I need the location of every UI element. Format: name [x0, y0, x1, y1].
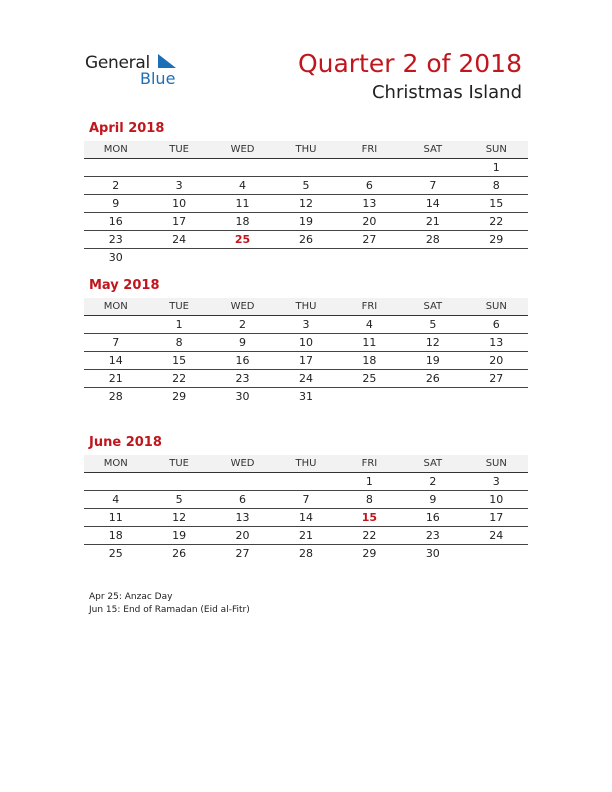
day-cell: 22: [147, 370, 210, 388]
day-cell: 13: [465, 334, 528, 352]
calendar-table: [84, 455, 528, 562]
day-cell: 22: [465, 213, 528, 231]
week-row: [84, 527, 528, 545]
weekday-header: THU: [274, 298, 337, 316]
weekday-header: TUE: [147, 455, 210, 473]
weekday-header: WED: [211, 141, 274, 159]
day-cell: 18: [211, 213, 274, 231]
weekday-header: MON: [84, 298, 147, 316]
day-cell: 23: [401, 527, 464, 545]
day-cell: 8: [147, 334, 210, 352]
day-cell: 15: [465, 195, 528, 213]
week-row: [84, 509, 528, 527]
week-row: [84, 491, 528, 509]
day-cell: 5: [147, 491, 210, 509]
day-cell: 4: [211, 177, 274, 195]
day-cell: 6: [465, 316, 528, 334]
weekday-header: SUN: [465, 455, 528, 473]
day-cell: [401, 249, 464, 267]
day-cell: 1: [147, 316, 210, 334]
week-row: [84, 388, 528, 406]
holiday-note: Jun 15: End of Ramadan (Eid al-Fitr): [89, 605, 250, 615]
day-cell: 24: [147, 231, 210, 249]
weekday-header: FRI: [338, 141, 401, 159]
month-calendar-june: [84, 435, 528, 562]
generalblue-logo: [85, 50, 185, 90]
day-cell: 3: [465, 473, 528, 491]
day-cell: [147, 159, 210, 177]
day-cell: 30: [235, 390, 250, 403]
day-cell: 3: [147, 177, 210, 195]
day-cell: 14: [401, 195, 464, 213]
day-cell: 20: [465, 352, 528, 370]
day-cell: [338, 159, 401, 177]
day-cell: 21: [401, 213, 464, 231]
day-cell: 1: [338, 473, 401, 491]
weekday-header: SAT: [401, 141, 464, 159]
day-cell: 5: [274, 177, 337, 195]
weekday-header: SUN: [465, 141, 528, 159]
day-cell: 2: [401, 473, 464, 491]
day-cell: 9: [211, 334, 274, 352]
day-cell: 23: [211, 370, 274, 388]
month-calendar-april: [84, 121, 528, 266]
day-cell: [274, 249, 337, 267]
day-cell: 27: [338, 231, 401, 249]
weekday-header: MON: [84, 455, 147, 473]
month-calendar-may: [84, 278, 528, 405]
day-cell: 18: [84, 527, 147, 545]
day-cell: 25: [338, 370, 401, 388]
week-row: [84, 249, 528, 267]
weekday-header: FRI: [338, 455, 401, 473]
day-cell: 31: [298, 390, 313, 403]
day-cell: 30: [425, 547, 440, 560]
day-cell: 14: [84, 352, 147, 370]
day-cell: [84, 473, 147, 491]
month-title: June 2018: [89, 435, 162, 450]
day-cell: 29: [465, 231, 528, 249]
day-cell: 27: [465, 370, 528, 388]
day-cell: 26: [401, 370, 464, 388]
week-row: [84, 177, 528, 195]
weekday-header: WED: [211, 455, 274, 473]
day-cell: 3: [274, 316, 337, 334]
day-cell: 28: [401, 231, 464, 249]
day-cell: 15: [338, 509, 401, 527]
day-cell: 21: [84, 370, 147, 388]
day-cell: [274, 473, 337, 491]
day-cell: 4: [338, 316, 401, 334]
weekday-header: SAT: [401, 298, 464, 316]
day-cell: 10: [465, 491, 528, 509]
week-row: [84, 195, 528, 213]
day-cell: 28: [108, 390, 123, 403]
day-cell: 11: [84, 509, 147, 527]
weekday-header: MON: [84, 141, 147, 159]
day-cell: [465, 249, 528, 267]
day-cell: 13: [211, 509, 274, 527]
day-cell: [338, 249, 401, 267]
week-row: [84, 352, 528, 370]
day-cell: 12: [274, 195, 337, 213]
day-cell: 2: [211, 316, 274, 334]
day-cell: [274, 159, 337, 177]
week-row: [84, 316, 528, 334]
page-title: Quarter 2 of 2018: [297, 49, 522, 78]
day-cell: 24: [465, 527, 528, 545]
day-cell: 1: [465, 159, 528, 177]
day-cell: 20: [211, 527, 274, 545]
day-cell: 29: [172, 390, 187, 403]
day-cell: [147, 249, 210, 267]
day-cell: 9: [84, 195, 147, 213]
day-cell: 27: [235, 547, 250, 560]
day-cell: 12: [401, 334, 464, 352]
calendar-table: [84, 141, 528, 266]
day-cell: 13: [338, 195, 401, 213]
day-cell: 22: [338, 527, 401, 545]
day-cell: 25: [211, 231, 274, 249]
day-cell: [84, 159, 147, 177]
day-cell: [338, 388, 401, 406]
day-cell: [401, 159, 464, 177]
day-cell: 6: [338, 177, 401, 195]
day-cell: [401, 388, 464, 406]
day-cell: 28: [298, 547, 313, 560]
day-cell: [211, 159, 274, 177]
week-row: [84, 334, 528, 352]
weekday-header: THU: [274, 455, 337, 473]
day-cell: 2: [84, 177, 147, 195]
day-cell: 30: [108, 251, 123, 264]
week-row: [84, 545, 528, 563]
weekday-header: TUE: [147, 298, 210, 316]
week-row: [84, 213, 528, 231]
country-name: Christmas Island: [371, 82, 522, 103]
day-cell: 21: [274, 527, 337, 545]
day-cell: 16: [401, 509, 464, 527]
weekday-header: WED: [211, 298, 274, 316]
day-cell: 10: [274, 334, 337, 352]
day-cell: 7: [401, 177, 464, 195]
day-cell: 12: [147, 509, 210, 527]
day-cell: 29: [362, 547, 377, 560]
day-cell: [211, 473, 274, 491]
weekday-header: SUN: [465, 298, 528, 316]
day-cell: [465, 545, 528, 563]
day-cell: [465, 388, 528, 406]
week-row: [84, 231, 528, 249]
day-cell: 16: [211, 352, 274, 370]
month-title: April 2018: [89, 121, 165, 136]
day-cell: 17: [147, 213, 210, 231]
day-cell: 24: [274, 370, 337, 388]
day-cell: 26: [172, 547, 187, 560]
day-cell: 14: [274, 509, 337, 527]
week-row: [84, 370, 528, 388]
weekday-header: FRI: [338, 298, 401, 316]
day-cell: 6: [211, 491, 274, 509]
day-cell: 11: [211, 195, 274, 213]
day-cell: 10: [147, 195, 210, 213]
day-cell: 4: [84, 491, 147, 509]
day-cell: 8: [338, 491, 401, 509]
day-cell: 8: [465, 177, 528, 195]
day-cell: 23: [84, 231, 147, 249]
weekday-header: THU: [274, 141, 337, 159]
day-cell: [211, 249, 274, 267]
day-cell: 15: [147, 352, 210, 370]
day-cell: 19: [274, 213, 337, 231]
logo-triangle-icon: [158, 54, 176, 68]
day-cell: 18: [338, 352, 401, 370]
week-row: [84, 159, 528, 177]
day-cell: 7: [84, 334, 147, 352]
day-cell: 25: [108, 547, 123, 560]
holiday-note: Apr 25: Anzac Day: [89, 592, 173, 602]
weekday-header: SAT: [401, 455, 464, 473]
day-cell: 26: [274, 231, 337, 249]
day-cell: 19: [401, 352, 464, 370]
month-title: May 2018: [89, 278, 160, 293]
logo-text-general: General: [85, 53, 150, 73]
day-cell: 9: [401, 491, 464, 509]
logo-text-blue: Blue: [140, 69, 176, 88]
calendar-table: [84, 298, 528, 405]
day-cell: 7: [274, 491, 337, 509]
day-cell: 17: [274, 352, 337, 370]
day-cell: 16: [84, 213, 147, 231]
day-cell: [147, 473, 210, 491]
day-cell: 20: [338, 213, 401, 231]
holiday-notes: [89, 591, 250, 617]
day-cell: 5: [401, 316, 464, 334]
day-cell: 19: [147, 527, 210, 545]
week-row: [84, 473, 528, 491]
day-cell: [84, 316, 147, 334]
day-cell: 11: [338, 334, 401, 352]
weekday-header: TUE: [147, 141, 210, 159]
day-cell: 17: [465, 509, 528, 527]
